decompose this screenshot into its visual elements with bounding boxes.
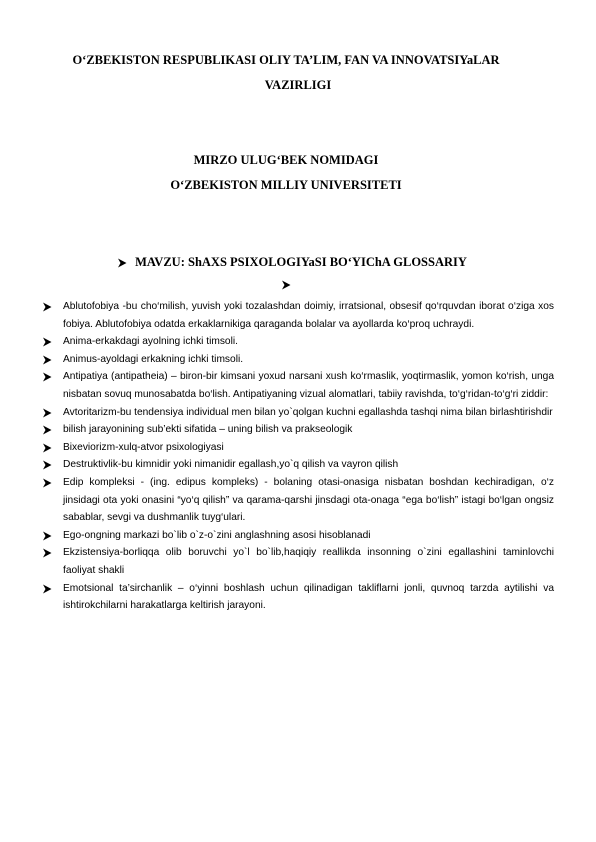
glossary-item-text: Ablutofobiya -bu cho‘milish, yuvish yoki tozalashdan doimiy, irratsional, obsesif qo‘rquvdan iborat o‘ziga xos fobiya. Ablutofobiya odatda erkaklarnikiga qaraganda bolalar va ayollarda ko‘proq uchraydi. bbox=[63, 301, 554, 330]
glossary-item bbox=[42, 368, 554, 403]
glossary-item bbox=[42, 298, 554, 333]
glossary-item-text: Edip kompleksi - (ing. edipus kompleks) - bolaning otasi-onasiga nisbatan boshdan kechiradigan, o‘z jinsidagi ota yoki onasini “yo‘q qilish” va qarama-qarshi jinsdagi ota-onaga “ega bo‘lish” istagi bo‘lgan ongsiz sabablar, sevgi va dushmanlik tuyg‘ulari. bbox=[63, 476, 554, 524]
university-title-line1: MIRZO ULUG‘BEK NOMIDAGI bbox=[193, 153, 379, 167]
arrow-bullet-icon bbox=[281, 277, 291, 295]
glossary-item bbox=[42, 439, 554, 457]
glossary-item bbox=[42, 544, 554, 579]
glossary-item bbox=[42, 580, 554, 615]
arrow-bullet-icon bbox=[42, 337, 52, 347]
glossary-item bbox=[42, 351, 554, 369]
glossary-item-text: Anima-erkakdagi ayolning ichki timsoli. bbox=[63, 336, 238, 348]
glossary-item-text: bilish jarayonining sub’ekti sifatida – uning bilish va prakseologik bbox=[63, 424, 353, 436]
glossary-item-text: Bixeviorizm-xulq-atvor psixologiyasi bbox=[63, 441, 224, 453]
glossary-item-text: Avtoritarizm-bu tendensiya individual men bilan yo`qolgan kuchni egallashda tashqi nima bilan birlashtirishdir bbox=[63, 406, 553, 418]
glossary-item bbox=[42, 421, 554, 439]
glossary-item bbox=[42, 474, 554, 527]
arrow-bullet-icon bbox=[42, 372, 52, 382]
glossary-item-text: Animus-ayoldagi erkakning ichki timsoli. bbox=[63, 353, 244, 365]
topic-heading bbox=[0, 255, 590, 270]
glossary-item-text: Emotsional ta’sirchanlik – o‘yinni boshlash uchun qilinadigan takliflarni jonli, quvnoq tarzda aytilishi va ishtirokchilarni harakatlarga keltirish jarayoni. bbox=[63, 582, 554, 612]
arrow-bullet-icon bbox=[42, 302, 52, 312]
arrow-bullet-icon bbox=[42, 425, 52, 435]
university-title-line2: O‘ZBEKISTON MILLIY UNIVERSITETI bbox=[170, 178, 402, 192]
arrow-bullet-icon bbox=[42, 548, 52, 558]
glossary-item bbox=[42, 333, 554, 351]
glossary-item-text: Ego-ongning markazi bo`lib o`z-o`zini anglashning asosi hisoblanadi bbox=[63, 529, 371, 541]
topic-title: MAVZU: ShAXS PSIXOLOGIYaSI BO‘YIChA GLOSSARIY bbox=[135, 255, 467, 269]
arrow-bullet-icon bbox=[42, 355, 52, 365]
glossary-item-text: Ekzistensiya-borliqqa olib boruvchi yo`l bo`lib,haqiqiy reallikda insonning o`zini egallashini taminlovchi faoliyat shakli bbox=[63, 547, 554, 576]
glossary-item bbox=[42, 527, 554, 545]
glossary-item-text: Antipatiya (antipatheia) – biron-bir kimsani yoxud narsani xush ko‘rmaslik, yoqtirmaslik, yomon ko‘rish, unga nisbatan sovuq munosabatda bo‘lish. Antipatiyaning vizual alomatlari, tabiiy ravishda, to‘g‘ridan-to‘g‘ri ziddir: bbox=[63, 371, 554, 400]
glossary-item-text: Destruktivlik-bu kimnidir yoki nimanidir egallash,yo`q qilish va vayron qilish bbox=[63, 459, 399, 471]
glossary-item bbox=[42, 456, 554, 474]
arrow-bullet-icon bbox=[42, 443, 52, 453]
ministry-title-line1: O‘ZBEKISTON RESPUBLIKASI OLIY TA’LIM, FAN VA INNOVATSIYaLAR bbox=[72, 53, 500, 67]
arrow-bullet-icon bbox=[42, 408, 52, 418]
glossary-item bbox=[42, 404, 554, 422]
arrow-bullet-icon bbox=[42, 531, 52, 541]
arrow-bullet-icon bbox=[42, 584, 52, 594]
arrow-bullet-icon bbox=[42, 460, 52, 470]
glossary-list bbox=[42, 298, 554, 615]
arrow-bullet-icon bbox=[117, 258, 127, 268]
arrow-bullet-icon bbox=[42, 478, 52, 488]
ministry-title-line2: VAZIRLIGI bbox=[264, 78, 332, 92]
